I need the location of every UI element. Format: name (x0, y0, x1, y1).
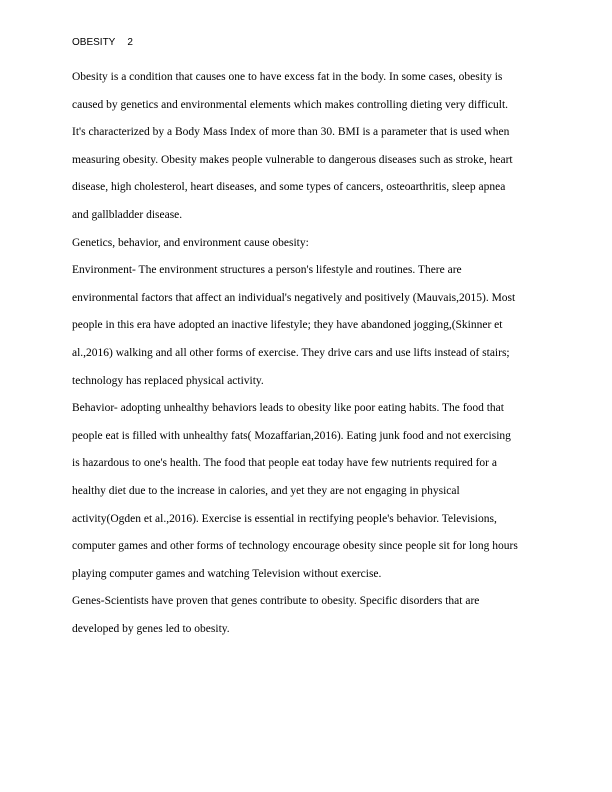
text-line: Environment- The environment structures a person's lifestyle and routines. There are (72, 264, 462, 277)
text-line: technology has replaced physical activity. (72, 374, 264, 387)
text-line: playing computer games and watching Television without exercise. (72, 567, 382, 580)
text-line: people eat is filled with unhealthy fats( Mozaffarian,2016). Eating junk food and not exercising (72, 429, 511, 442)
text-line: Behavior- adopting unhealthy behaviors leads to obesity like poor eating habits. The food that (72, 402, 504, 415)
text-line: disease, high cholesterol, heart diseases, and some types of cancers, osteoarthritis, sleep apnea (72, 181, 506, 194)
section-heading-line: Genetics, behavior, and environment cause obesity: (72, 236, 309, 249)
text-line: people in this era have adopted an inactive lifestyle; they have abandoned jogging,(Skinner et (72, 319, 503, 332)
text-line: environmental factors that affect an individual's negatively and positively (Mauvais,2015). Most (72, 291, 516, 304)
page-header (72, 37, 133, 48)
text-line: caused by genetics and environmental elements which makes controlling dieting very difficult. (72, 98, 509, 111)
text-line: activity(Ogden et al.,2016). Exercise is essential in rectifying people's behavior. Televisions, (72, 512, 497, 525)
running-title: OBESITY (72, 37, 116, 48)
text-line: Genes-Scientists have proven that genes contribute to obesity. Specific disorders that are (72, 595, 480, 608)
page-number: 2 (127, 37, 133, 48)
text-line: measuring obesity. Obesity makes people vulnerable to dangerous diseases such as stroke, heart (72, 153, 513, 166)
text-line: al.,2016) walking and all other forms of exercise. They drive cars and use lifts instead of stairs; (72, 346, 510, 359)
text-line: and gallbladder disease. (72, 208, 183, 221)
text-line: is hazardous to one's health. The food that people eat today have few nutrients required for a (72, 457, 497, 470)
text-line: It's characterized by a Body Mass Index of more than 30. BMI is a parameter that is used when (72, 126, 510, 139)
text-line: developed by genes led to obesity. (72, 622, 230, 635)
text-line: computer games and other forms of technology encourage obesity since people sit for long hours (72, 540, 518, 553)
text-line: Obesity is a condition that causes one to have excess fat in the body. In some cases, obesity is (72, 71, 503, 83)
text-line: healthy diet due to the increase in calories, and yet they are not engaging in physical (72, 484, 460, 497)
body-text (72, 64, 542, 643)
